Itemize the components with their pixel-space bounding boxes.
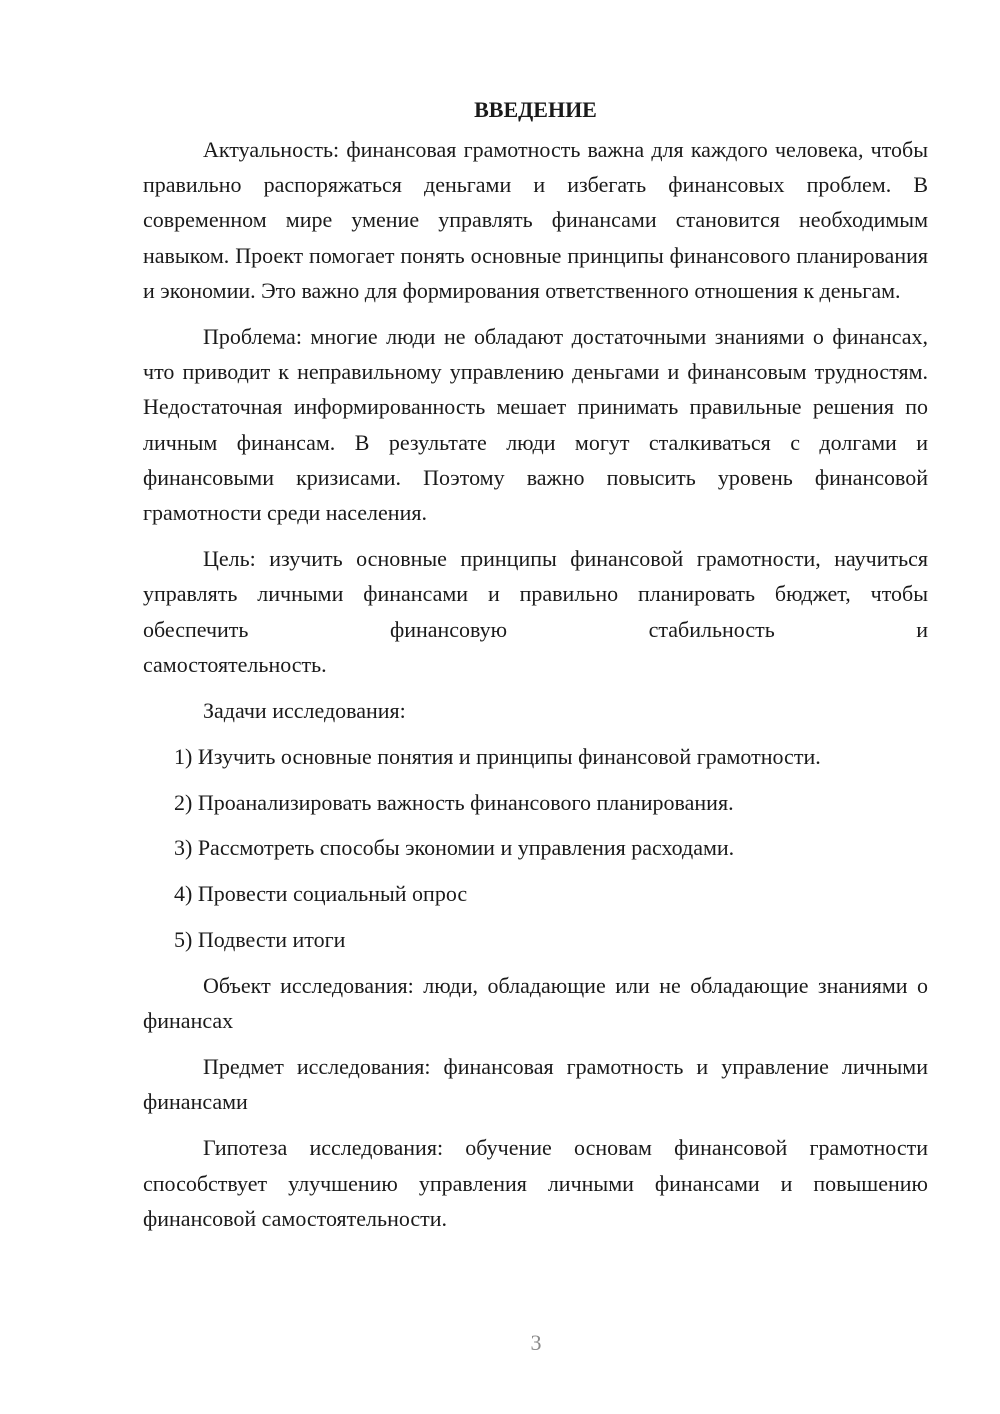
task-item: 2) Проанализировать важность финансового планирования. — [174, 789, 734, 815]
task-item: 4) Провести социальный опрос — [174, 881, 468, 907]
paragraph-relevance: Актуальность: финансовая грамотность важна для каждого человека, чтобы правильно распоряжаться деньгами и избегать финансовых проблем. В современном мире умение управлять финансами становится необходимым навыком. Проект помогает понять основные принципы финансового планирования и экономии. Это важно для формирования ответственного отношения к деньгам. — [143, 137, 928, 303]
page-number: 3 — [530, 1330, 542, 1355]
paragraph-goal — [143, 541, 928, 647]
task-item: 5) Подвести итоги — [174, 926, 346, 952]
paragraph-hypothesis: Гипотеза исследования: обучение основам финансовой грамотности способствует улучшению управления личными финансами и повышению финансовой самостоятельности. — [143, 1135, 928, 1231]
paragraph-object: Объект исследования: люди, обладающие или не обладающие знаниями о финансах — [143, 972, 928, 1033]
paragraph-goal-end: самостоятельность. — [143, 651, 327, 677]
page-content — [143, 92, 928, 1247]
paragraph-goal-end-line — [143, 647, 928, 682]
tasks-heading: Задачи исследования: — [203, 698, 406, 724]
task-item: 3) Рассмотреть способы экономии и управления расходами. — [174, 835, 735, 861]
task-item: 1) Изучить основные понятия и принципы финансовой грамотности. — [174, 744, 821, 770]
paragraph-goal-main: Цель: изучить основные принципы финансовой грамотности, научиться управлять личными финансами и правильно планировать бюджет, чтобы обеспечить финансовую стабильность и — [143, 546, 928, 642]
paragraph-problem: Проблема: многие люди не обладают достаточными знаниями о финансах, что приводит к неправильному управлению деньгами и финансовым трудностям. Недостаточная информированность мешает принимать правильные решения по личным финансам. В результате люди могут сталкиваться с долгами и финансовыми кризисами. Поэтому важно повысить уровень финансовой грамотности среди населения. — [143, 324, 928, 526]
tasks-list — [143, 739, 928, 956]
paragraph-subject: Предмет исследования: финансовая грамотность и управление личными финансами — [143, 1054, 928, 1115]
section-title: ВВЕДЕНИЕ — [474, 97, 597, 122]
